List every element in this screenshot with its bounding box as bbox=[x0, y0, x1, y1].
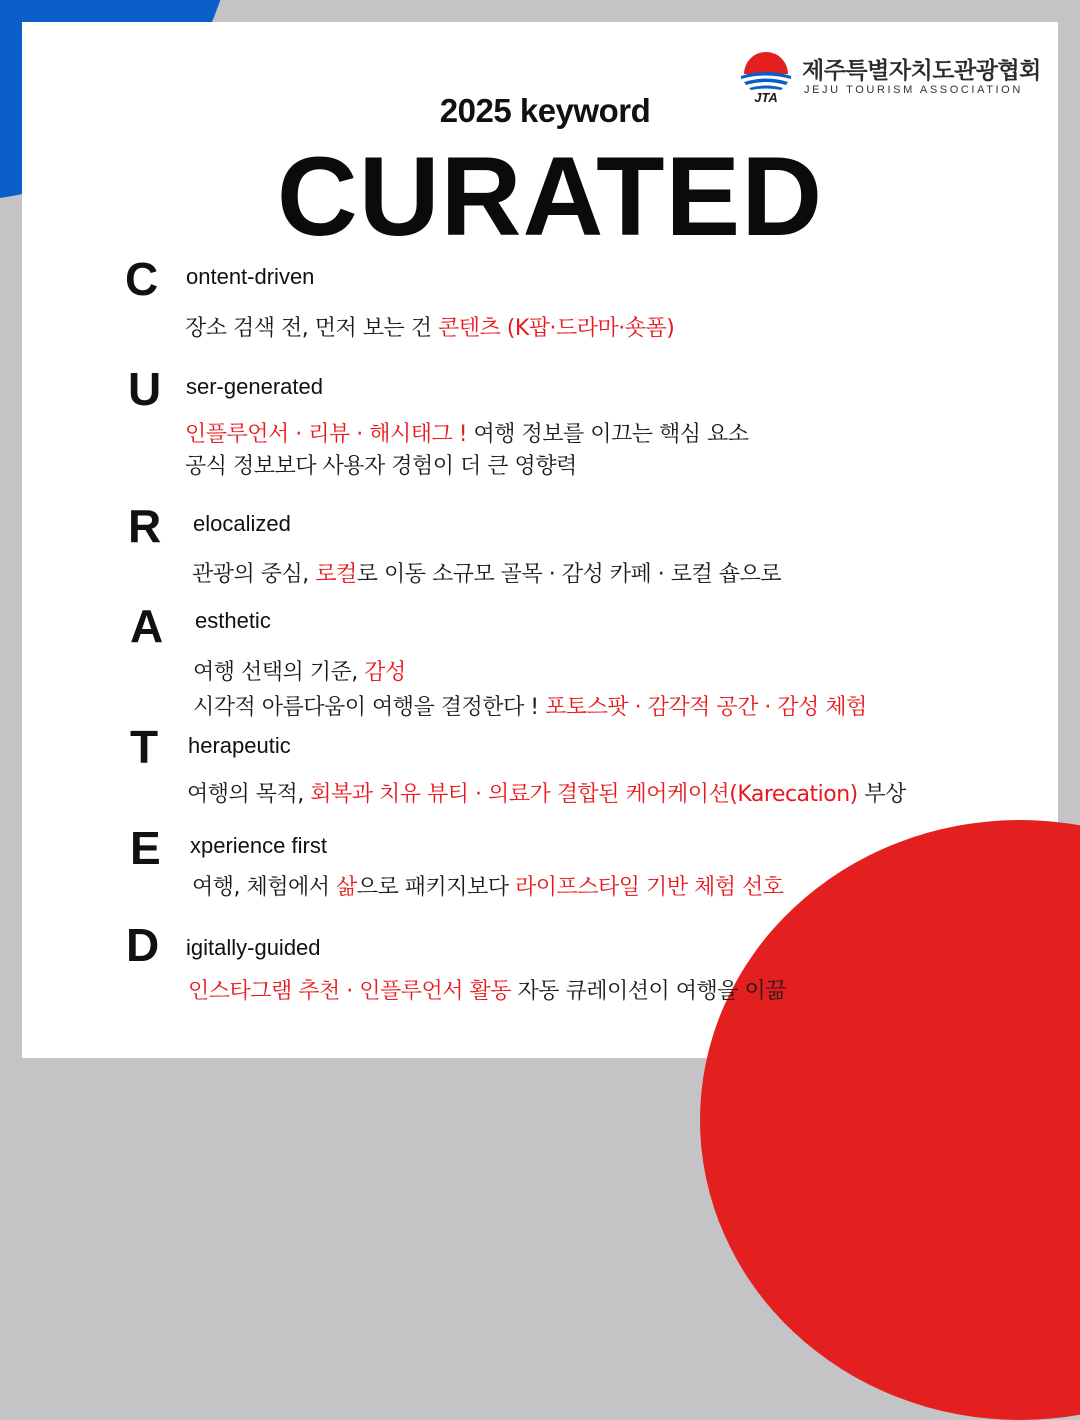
brand-name-english: JEJU TOURISM ASSOCIATION bbox=[804, 84, 1023, 96]
highlight-text: 라이프스타일 기반 체험 선호 bbox=[515, 875, 784, 900]
description-text: 으로 패키지보다 bbox=[356, 875, 516, 900]
description-text: 여행, 체험에서 bbox=[192, 875, 336, 900]
description-text: 자동 큐레이션이 여행을 이끎 bbox=[511, 979, 786, 1004]
description-line bbox=[185, 318, 674, 340]
keyword-remainder: xperience first bbox=[190, 833, 327, 858]
description-text: 공식 정보보다 사용자 경험이 더 큰 영향력 bbox=[185, 454, 577, 479]
keyword-remainder: herapeutic bbox=[188, 733, 291, 758]
keyword-remainder: ontent-driven bbox=[186, 264, 315, 289]
acrostic-letter: A bbox=[130, 600, 164, 652]
highlight-text: 로컬 bbox=[315, 562, 357, 587]
description-text: 시각적 아름다움이 여행을 결정한다 ! bbox=[193, 695, 546, 720]
highlight-text: 감성 bbox=[364, 660, 406, 685]
description-text: 여행 선택의 기준, bbox=[193, 660, 365, 685]
highlight-text: 포토스팟 · 감각적 공간 · 감성 체험 bbox=[545, 695, 867, 720]
acrostic-letter: R bbox=[128, 500, 162, 552]
keyword-remainder: elocalized bbox=[193, 511, 291, 536]
acrostic-letter: E bbox=[130, 822, 161, 874]
description-line bbox=[193, 662, 406, 684]
highlight-text: 인플루언서 · 리뷰 · 해시태그 ! bbox=[185, 422, 474, 447]
description-line bbox=[185, 424, 749, 446]
description-line bbox=[185, 456, 577, 478]
keyword-remainder: esthetic bbox=[195, 608, 271, 633]
highlight-text: 콘텐츠 (K팝·드라마·숏폼) bbox=[437, 316, 675, 341]
brand-name-korean: 제주특별자치도관광협회 bbox=[802, 58, 1041, 84]
description-text: 여행 정보를 이끄는 핵심 요소 bbox=[473, 422, 749, 447]
description-line bbox=[192, 877, 784, 899]
jta-mark-text: JTA bbox=[754, 90, 778, 104]
acrostic-letter: D bbox=[126, 919, 160, 971]
description-text: 여행의 목적, bbox=[187, 782, 311, 807]
acrostic-letter: C bbox=[125, 253, 159, 305]
keyword-year-title: 2025 keyword bbox=[439, 92, 651, 129]
highlight-text: 회복과 치유 뷰티 · 의료가 결합된 케어케이션(Karecation) bbox=[310, 782, 858, 807]
acrostic-letter: U bbox=[128, 363, 162, 415]
acrostic-letter: T bbox=[130, 721, 159, 773]
curated-headline: CURATED bbox=[276, 134, 824, 259]
description-text: 관광의 중심, bbox=[192, 562, 316, 587]
description-line bbox=[187, 784, 906, 806]
description-text: 부상 bbox=[857, 782, 906, 807]
highlight-text: 인스타그램 추천 · 인플루언서 활동 bbox=[188, 979, 511, 1004]
description-text: 장소 검색 전, 먼저 보는 건 bbox=[185, 316, 438, 341]
description-line bbox=[193, 697, 867, 719]
keyword-remainder: ser-generated bbox=[186, 374, 323, 399]
description-line bbox=[188, 981, 786, 1003]
description-text: 로 이동 소규모 골목 · 감성 카페 · 로컬 숍으로 bbox=[356, 562, 781, 587]
keyword-remainder: igitally-guided bbox=[186, 935, 321, 960]
description-line bbox=[192, 564, 781, 586]
highlight-text: 삶 bbox=[336, 875, 357, 900]
